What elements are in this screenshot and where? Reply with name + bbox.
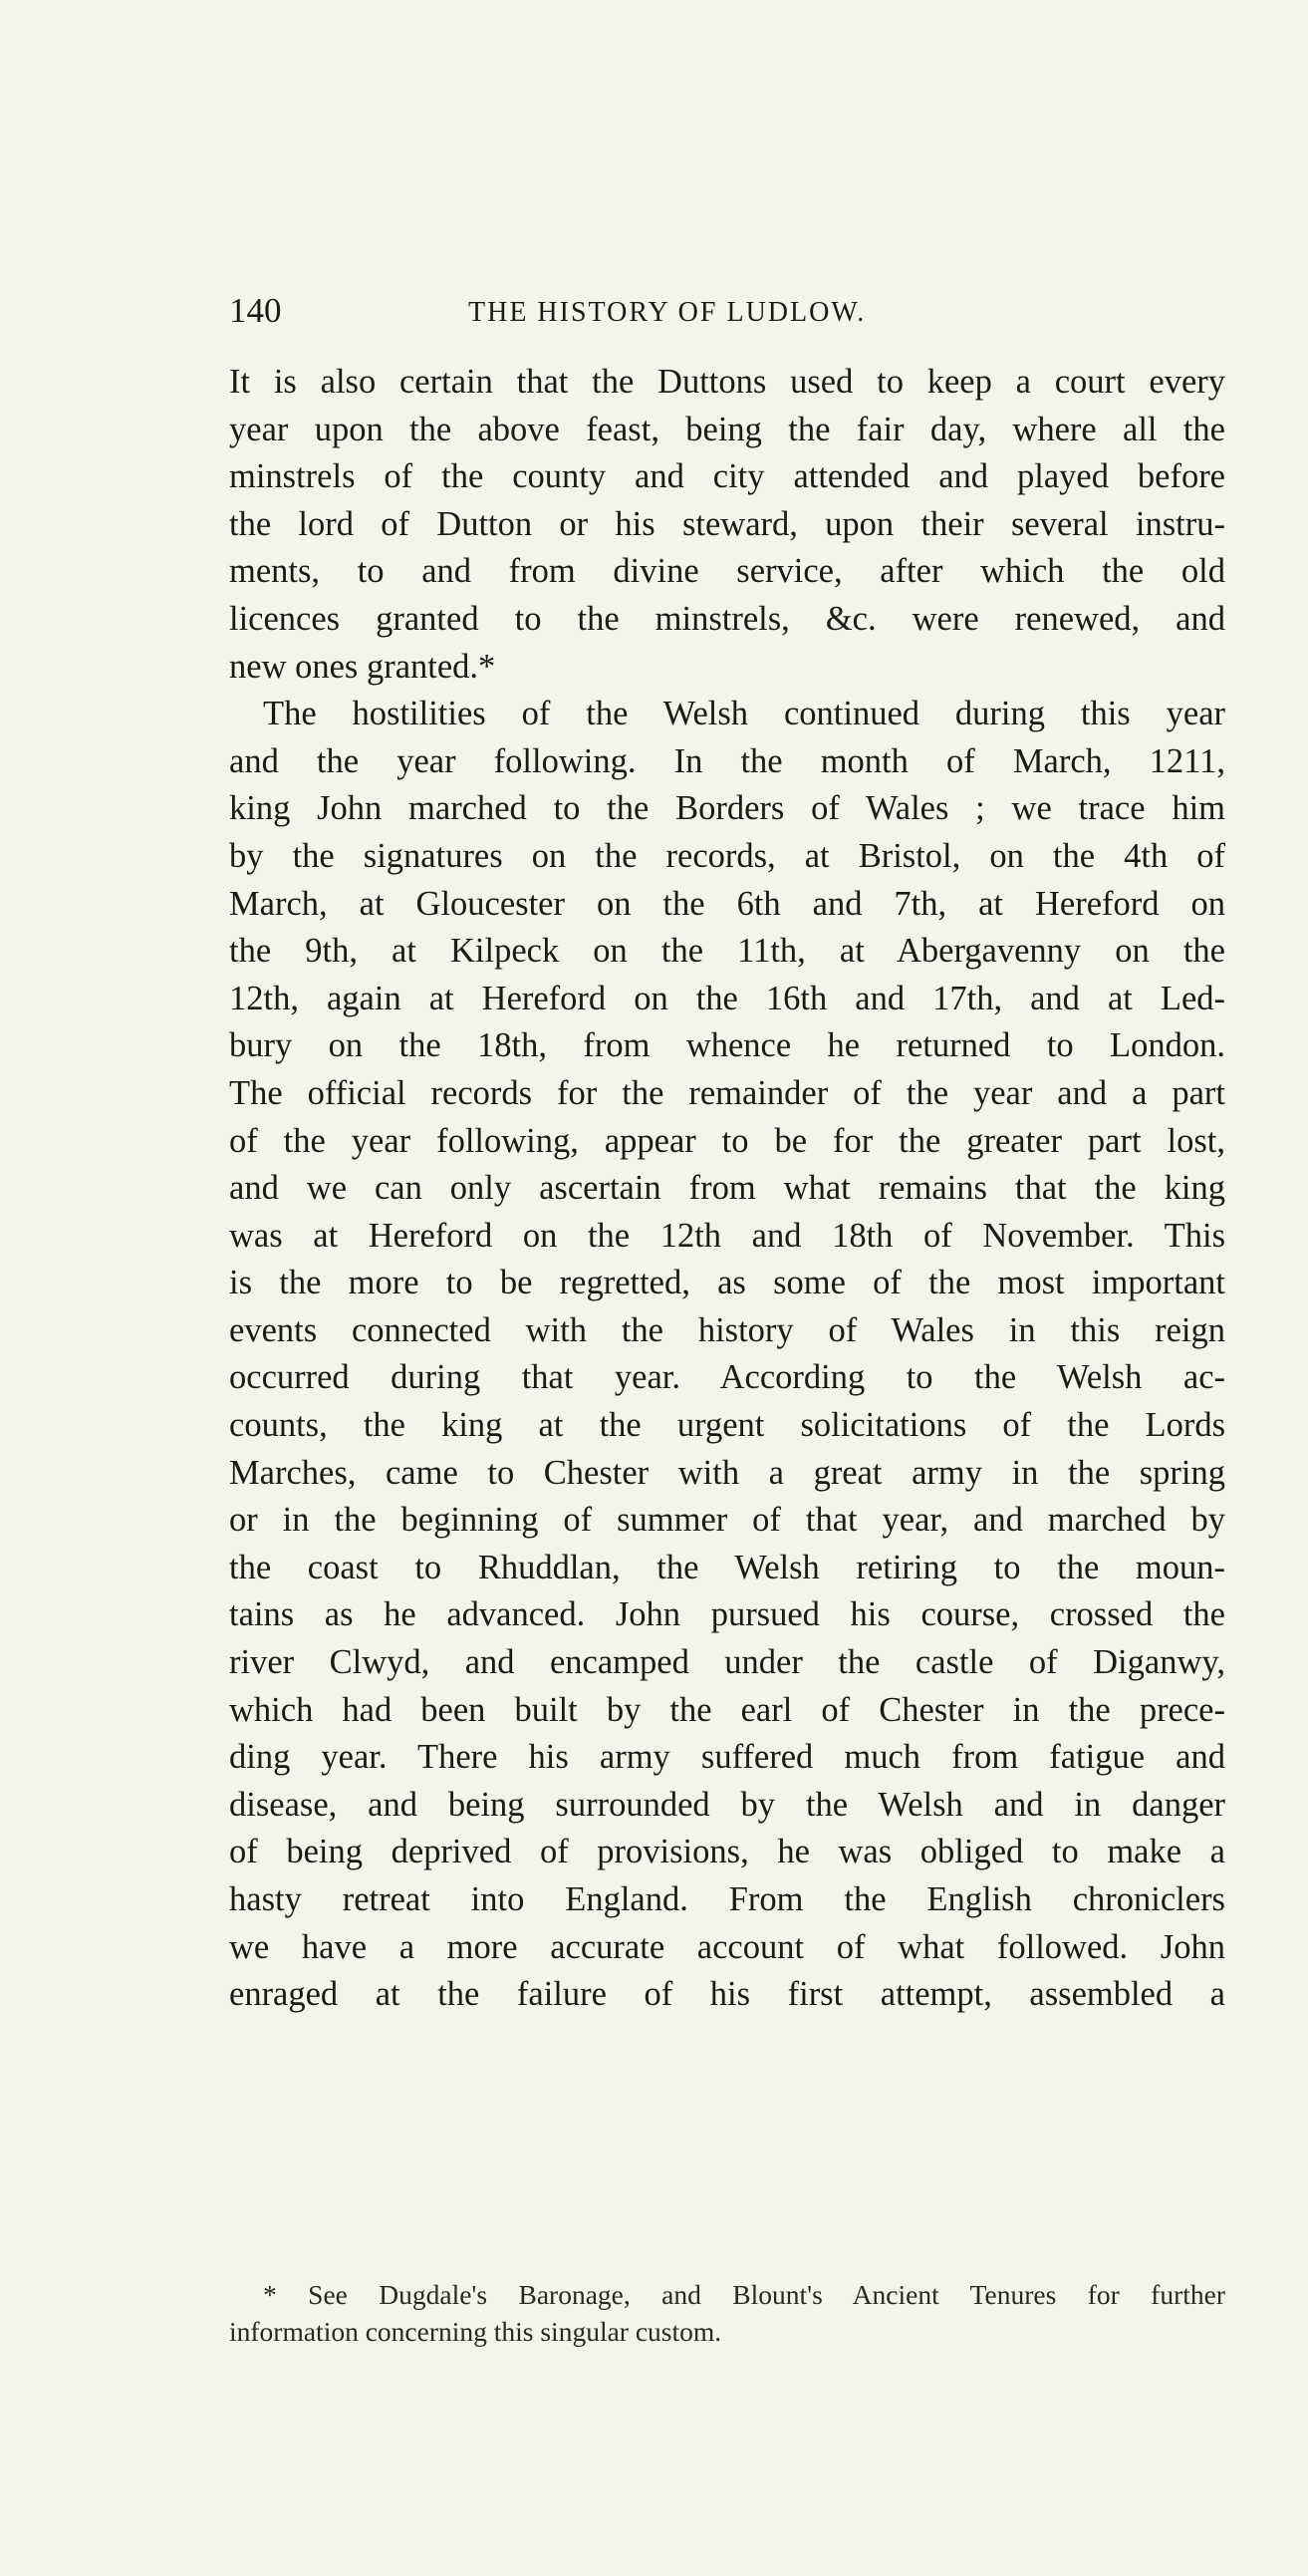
text-line: It is also certain that the Duttons used to keep a court every (229, 363, 1225, 401)
page-header (229, 289, 1225, 333)
text-line: or in the beginning of summer of that year, and marched by (229, 1501, 1225, 1540)
body-text (229, 359, 1225, 2019)
text-line: The hostilities of the Welsh continued during this year (263, 695, 1225, 733)
text-line: Marches, came to Chester with a great army in the spring (229, 1453, 1225, 1492)
page-number: 140 (229, 291, 282, 330)
text-line: minstrels of the county and city attended and played before (229, 457, 1225, 496)
text-line: ments, to and from divine service, after which the old (229, 552, 1225, 591)
text-line: events connected with the history of Wales in this reign (229, 1310, 1225, 1349)
text-line: and the year following. In the month of March, 1211, (229, 741, 1225, 780)
text-line: is the more to be regretted, as some of the most important (229, 1264, 1225, 1302)
text-line: of being deprived of provisions, he was obliged to make a (229, 1833, 1225, 1871)
text-line: licences granted to the minstrels, &c. were renewed, and (229, 599, 1225, 638)
text-line: ding year. There his army suffered much from fatigue and (229, 1738, 1225, 1777)
text-line: disease, and being surrounded by the Welsh and in danger (229, 1785, 1225, 1824)
footnote-line: information concerning this singular custom. (229, 2316, 722, 2347)
text-line: king John marched to the Borders of Wales ; we trace him (229, 789, 1225, 828)
text-line: hasty retreat into England. From the English chroniclers (229, 1880, 1225, 1918)
text-line: we have a more accurate account of what followed. John (229, 1927, 1225, 1966)
text-line: 12th, again at Hereford on the 16th and 17th, and at Led- (229, 979, 1225, 1017)
text-line: of the year following, appear to be for the greater part lost, (229, 1121, 1225, 1160)
text-line: river Clwyd, and encamped under the castle of Diganwy, (229, 1643, 1225, 1682)
text-line: the coast to Rhuddlan, the Welsh retiring to the moun- (229, 1548, 1225, 1586)
text-line: counts, the king at the urgent solicitations of the Lords (229, 1406, 1225, 1445)
running-title: THE HISTORY OF LUDLOW. (468, 297, 867, 328)
text-line: The official records for the remainder of the year and a part (229, 1073, 1225, 1112)
footnote-line: * See Dugdale's Baronage, and Blount's Ancient Tenures for further (263, 2279, 1225, 2310)
text-line: occurred during that year. According to the Welsh ac- (229, 1358, 1225, 1397)
text-line: bury on the 18th, from whence he returned to London. (229, 1026, 1225, 1065)
text-line: which had been built by the earl of Chester in the prece- (229, 1690, 1225, 1729)
text-line: the 9th, at Kilpeck on the 11th, at Abergavenny on the (229, 932, 1225, 971)
text-line: tains as he advanced. John pursued his course, crossed the (229, 1595, 1225, 1634)
text-line: enraged at the failure of his first attempt, assembled a (229, 1975, 1225, 2014)
text-line: year upon the above feast, being the fair day, where all the (229, 410, 1225, 448)
footnote (229, 2276, 1225, 2350)
text-line: new ones granted.* (229, 647, 496, 686)
text-line: and we can only ascertain from what remains that the king (229, 1169, 1225, 1208)
text-line: by the signatures on the records, at Bristol, on the 4th of (229, 836, 1225, 875)
text-line: was at Hereford on the 12th and 18th of November. This (229, 1216, 1225, 1255)
text-line: the lord of Dutton or his steward, upon their several instru- (229, 504, 1225, 543)
text-line: March, at Gloucester on the 6th and 7th, at Hereford on (229, 884, 1225, 923)
